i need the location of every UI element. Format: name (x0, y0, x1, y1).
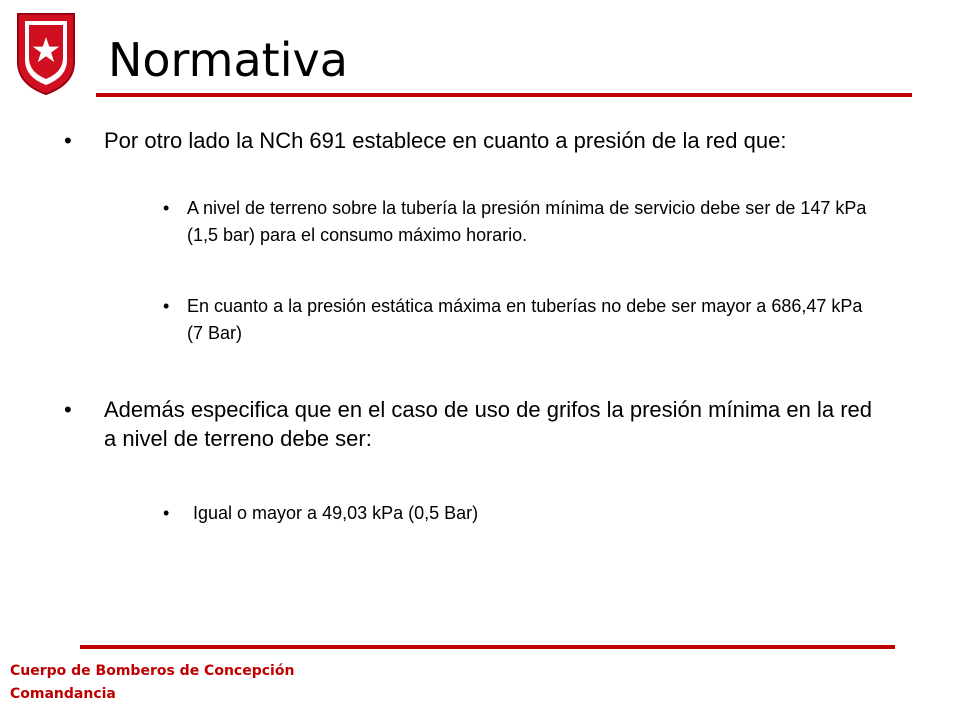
footer-divider (80, 645, 895, 649)
list-item (163, 293, 883, 347)
list-item-text: Igual o mayor a 49,03 kPa (0,5 Bar) (193, 503, 479, 523)
list-item-text: Por otro lado la NCh 691 establece en cuanto a presión de la red que: (104, 128, 787, 153)
bullet-icon: • (163, 296, 170, 316)
list-item (163, 500, 883, 527)
bullet-icon: • (163, 198, 170, 218)
bullet-icon: • (163, 503, 170, 523)
list-item-text: Además especifica que en el caso de uso de grifos la presión mínima en la red a nivel de terreno debe ser: (104, 397, 872, 451)
list-item (163, 195, 883, 249)
footer-department: Comandancia (10, 686, 116, 702)
bullet-icon: • (64, 397, 72, 422)
list-item-text: A nivel de terreno sobre la tubería la presión mínima de servicio debe ser de 147 kPa (1,5 bar) para el consumo máximo horario. (187, 198, 867, 245)
page-title: Normativa (108, 33, 348, 87)
list-item (64, 395, 884, 453)
fire-department-shield-icon (14, 10, 78, 98)
footer (10, 660, 294, 706)
bullet-icon: • (64, 128, 72, 153)
list-item (64, 126, 884, 155)
list-item-text: En cuanto a la presión estática máxima en tuberías no debe ser mayor a 686,47 kPa (7 Bar) (187, 296, 863, 343)
footer-organization: Cuerpo de Bomberos de Concepción (10, 663, 295, 679)
title-divider (96, 93, 912, 97)
